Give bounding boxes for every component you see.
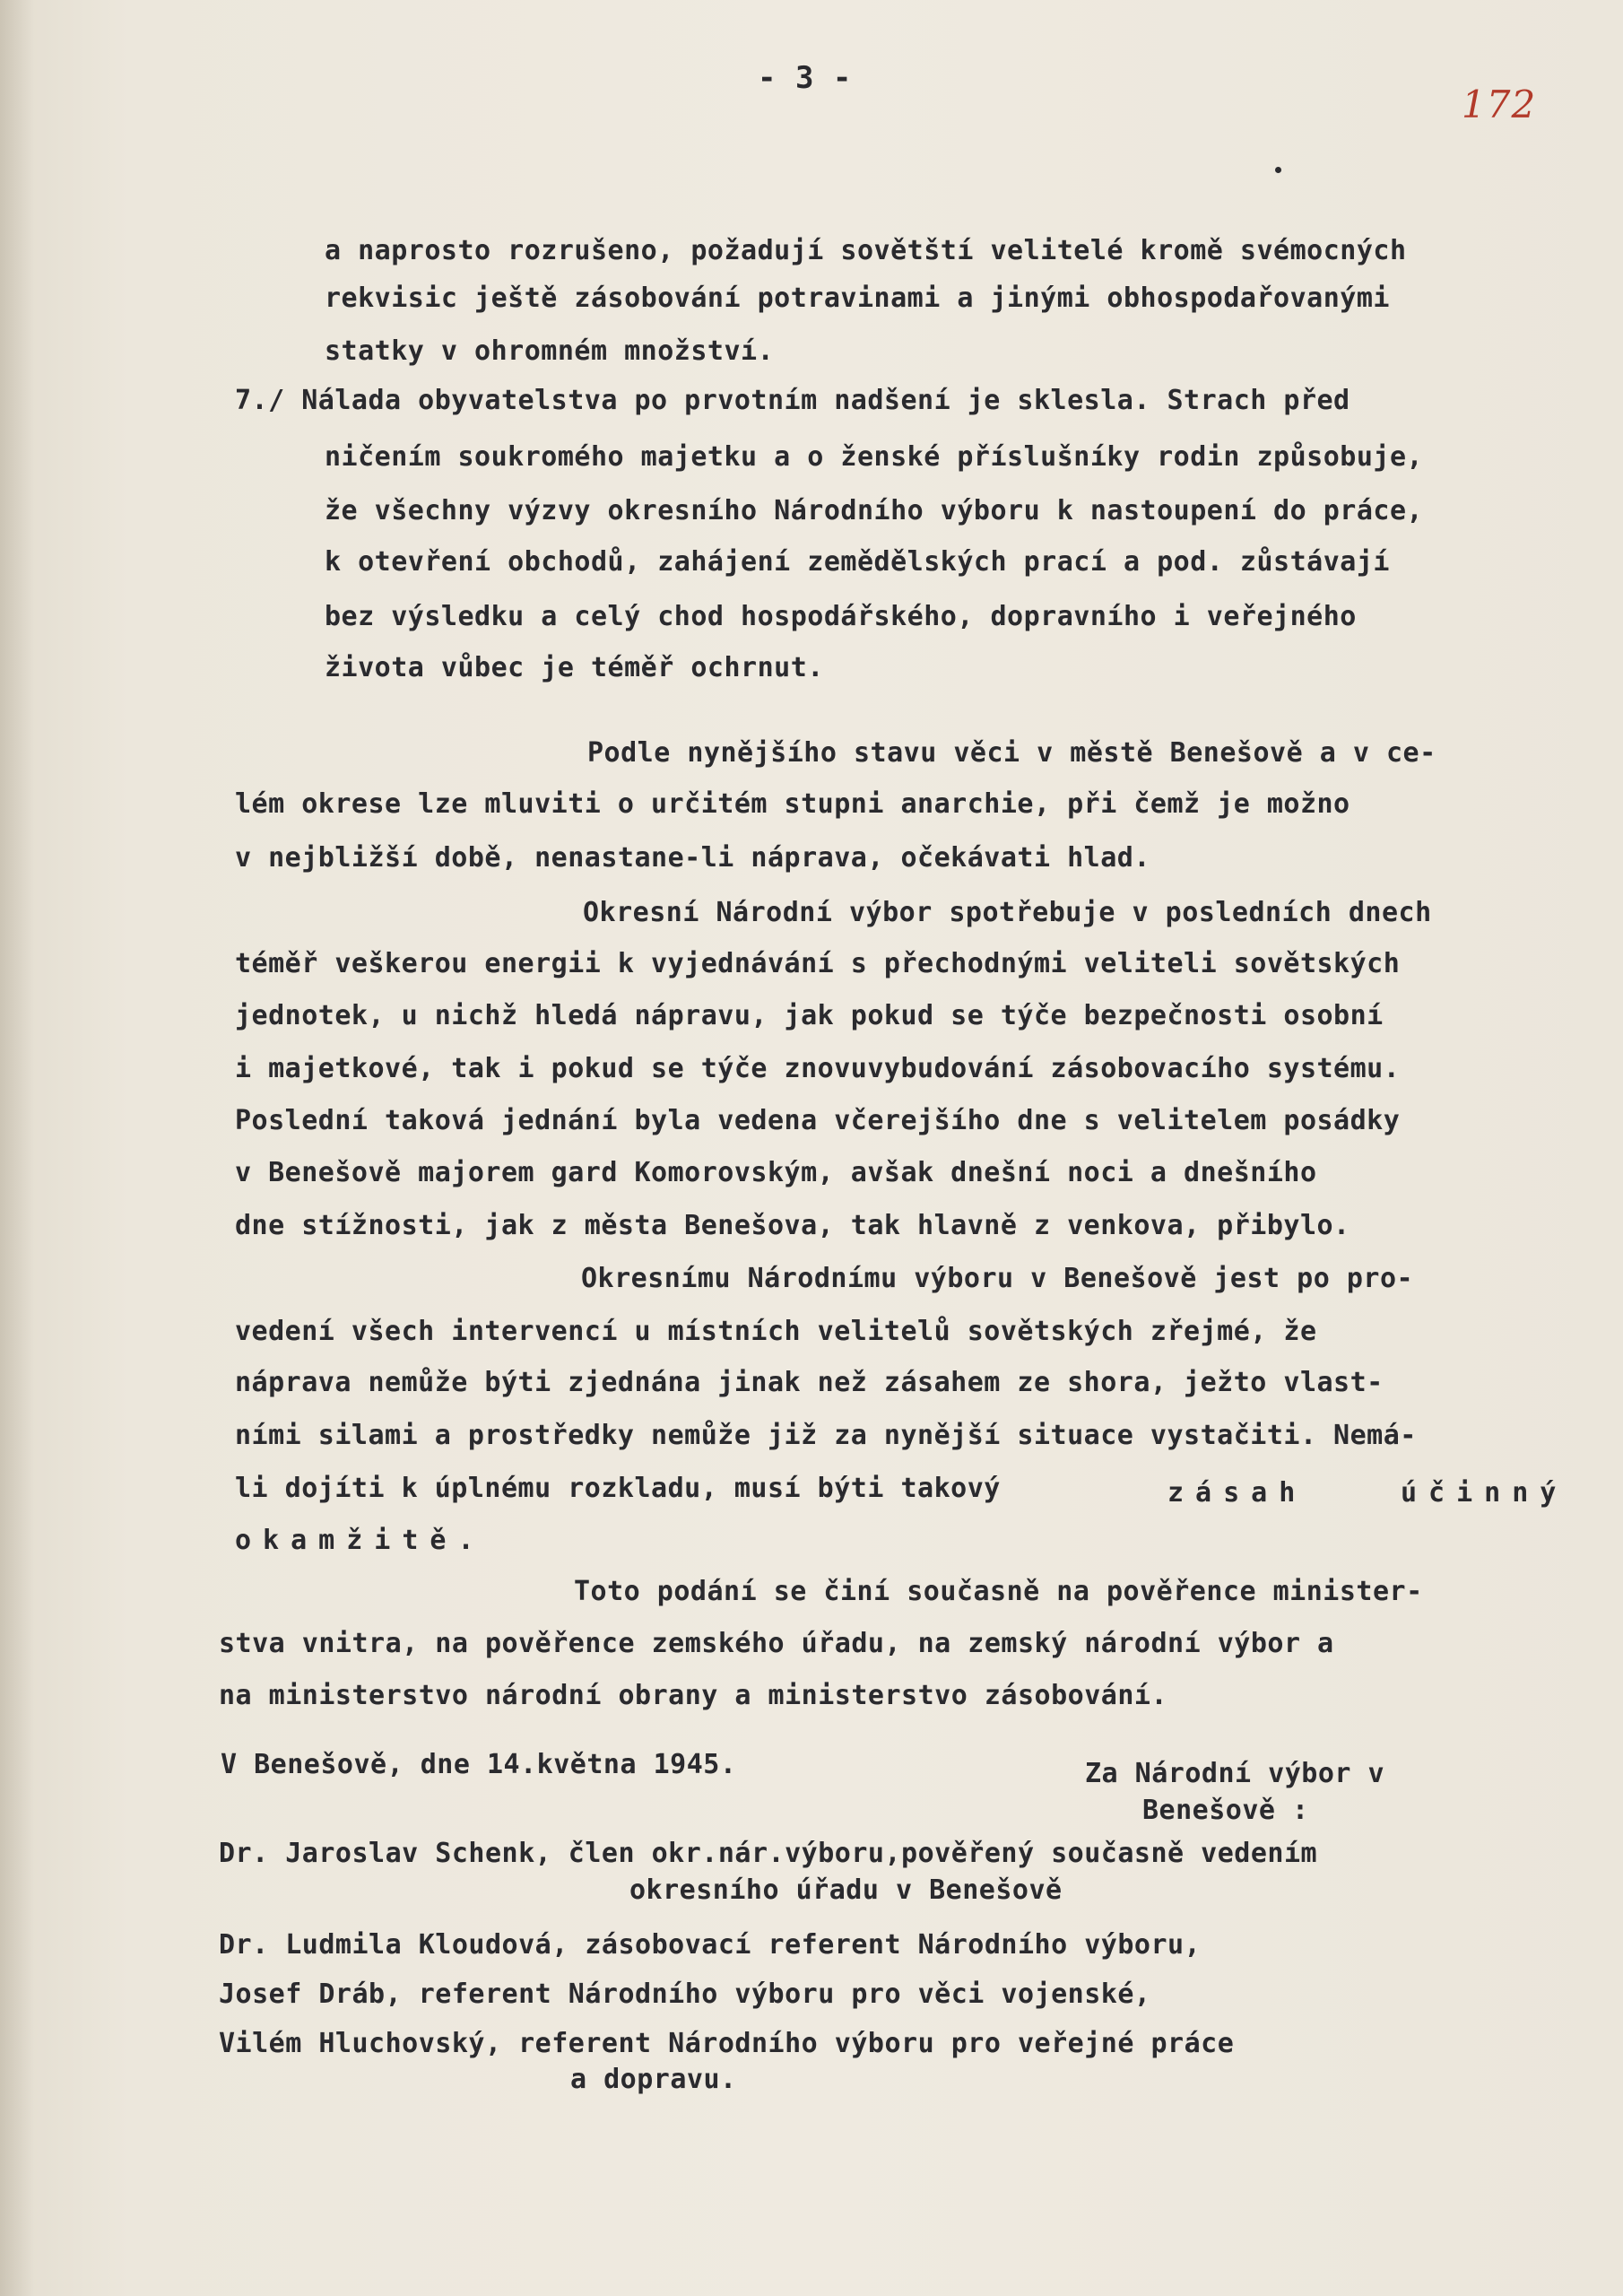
body-line: 7./ Nálada obyvatelstva po prvotním nadšení je sklesla. Strach před	[235, 385, 1350, 416]
body-line: rekvisic ještě zásobování potravinami a jinými obhospodařovanými	[325, 283, 1390, 314]
body-line: k otevření obchodů, zahájení zemědělských prací a pod. zůstávají	[325, 546, 1390, 578]
body-line: Okresní Národní výbor spotřebuje v posledních dnech	[583, 897, 1432, 928]
signatory-line: Vilém Hluchovský, referent Národního výboru pro veřejné práce	[219, 2028, 1235, 2059]
body-line: dne stížnosti, jak z města Benešova, tak hlavně z venkova, přibylo.	[235, 1210, 1350, 1241]
body-line: ničením soukromého majetku a o ženské příslušníky rodin způsobuje,	[325, 441, 1424, 473]
body-line: téměř veškerou energii k vyjednávání s přechodnými veliteli sovětských	[235, 948, 1401, 979]
emphasis-word: zásah	[1167, 1477, 1307, 1509]
body-line: že všechny výzvy okresního Národního výboru k nastoupení do práce,	[325, 495, 1424, 526]
handwritten-folio-number: 172	[1462, 83, 1537, 126]
body-line: statky v ohromném množství.	[325, 335, 775, 367]
emphasis-word: účinný	[1401, 1477, 1568, 1509]
body-line: Toto podání se činí současně na pověřence minister-	[574, 1576, 1423, 1607]
body-line: bez výsledku a celý chod hospodářského, dopravního i veřejného	[325, 601, 1357, 632]
signatory-line: Josef Dráb, referent Národního výboru pro věci vojenské,	[219, 1979, 1151, 2010]
emphasis-word: okamžitě.	[235, 1525, 486, 1556]
ink-dot	[1275, 167, 1281, 173]
body-line: vedení všech intervencí u místních velitelů sovětských zřejmé, že	[235, 1316, 1317, 1347]
signature-header: Benešově :	[1142, 1795, 1309, 1826]
signatory-line: Dr. Jaroslav Schenk, člen okr.nár.výboru,pověřený současně vedením	[219, 1838, 1318, 1869]
body-line: stva vnitra, na pověřence zemského úřadu, na zemský národní výbor a	[219, 1628, 1334, 1659]
body-line: náprava nemůže býti zjednána jinak než zásahem ze shora, ježto vlast-	[235, 1367, 1384, 1398]
body-line: i majetkové, tak i pokud se týče znovuvybudování zásobovacího systému.	[235, 1053, 1401, 1084]
body-line: lém okrese lze mluviti o určitém stupni anarchie, při čemž je možno	[235, 788, 1350, 820]
body-line: jednotek, u nichž hledá nápravu, jak pokud se týče bezpečnosti osobní	[235, 1000, 1384, 1031]
body-line: Podle nynějšího stavu věci v městě Benešově a v ce-	[587, 737, 1436, 769]
signature-header: Za Národní výbor v	[1085, 1758, 1385, 1789]
body-line: Okresnímu Národnímu výboru v Benešově jest po pro-	[581, 1263, 1414, 1294]
body-line: na ministerstvo národní obrany a ministerstvo zásobování.	[219, 1680, 1168, 1711]
signatory-line: Dr. Ludmila Kloudová, zásobovací referent Národního výboru,	[219, 1929, 1202, 1961]
body-line: v nejbližší době, nenastane-li náprava, očekávati hlad.	[235, 842, 1150, 874]
body-line: ními silami a prostředky nemůže již za nynější situace vystačiti. Nemá-	[235, 1420, 1417, 1451]
signatory-line: okresního úřadu v Benešově	[629, 1874, 1063, 1906]
place-date: V Benešově, dne 14.května 1945.	[221, 1749, 737, 1780]
body-line: a naprosto rozrušeno, požadují sovětští velitelé kromě svémocných	[325, 235, 1407, 266]
body-line: života vůbec je téměř ochrnut.	[325, 652, 824, 683]
body-line: v Benešově majorem gard Komorovským, avšak dnešní noci a dnešního	[235, 1157, 1317, 1188]
body-line: Poslední taková jednání byla vedena včerejšího dne s velitelem posádky	[235, 1105, 1401, 1136]
body-line: li dojíti k úplnému rozkladu, musí býti takový	[235, 1473, 1001, 1504]
signatory-line: a dopravu.	[570, 2064, 737, 2095]
page-number: - 3 -	[758, 60, 852, 96]
